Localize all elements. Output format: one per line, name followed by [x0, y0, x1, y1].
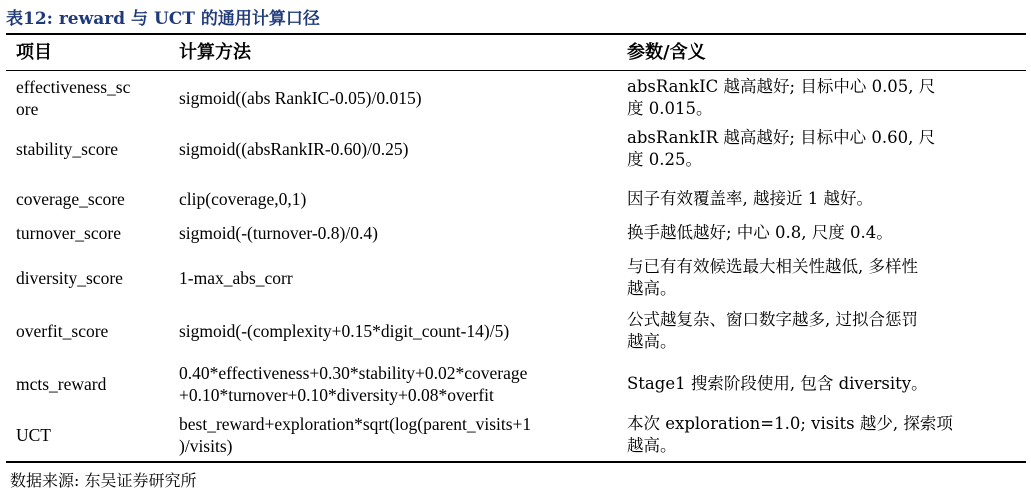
table-row: [0, 183, 1031, 215]
item-cell: effectiveness_sc ore: [16, 77, 131, 119]
item-cell: stability_score: [16, 139, 119, 159]
method-cell: 1-max_abs_corr: [179, 268, 293, 288]
method-cell: best_reward+exploration*sqrt(log(parent_visits+1 )/visits): [179, 414, 532, 456]
table-row: [0, 124, 1031, 174]
header-method: 计算方法: [179, 42, 251, 63]
meaning-cell: 因子有效覆盖率, 越接近 1 越好。: [627, 189, 873, 208]
table-row: [0, 410, 1031, 460]
meaning-cell: absRankIC 越高越好; 目标中心 0.05, 尺 度 0.015。: [627, 77, 936, 118]
top-rule: [6, 33, 1026, 35]
table-row: [0, 253, 1031, 303]
method-cell: sigmoid((abs RankIC-0.05)/0.015): [179, 88, 422, 108]
table-row: [0, 217, 1031, 249]
meaning-cell: 换手越低越好; 中心 0.8, 尺度 0.4。: [627, 223, 893, 242]
method-cell: sigmoid(-(complexity+0.15*digit_count-14)/5): [179, 321, 510, 341]
item-cell: UCT: [16, 425, 51, 445]
method-cell: 0.40*effectiveness+0.30*stability+0.02*coverage +0.10*turnover+0.10*diversity+0.08*overfit: [179, 363, 528, 405]
table-caption: 表12: reward 与 UCT 的通用计算口径: [6, 9, 320, 29]
meaning-cell: Stage1 搜索阶段使用, 包含 diversity。: [627, 374, 928, 393]
meaning-cell: 本次 exploration=1.0; visits 越少, 探索项 越高。: [627, 414, 953, 455]
meaning-cell: absRankIR 越高越好; 目标中心 0.60, 尺 度 0.25。: [627, 128, 936, 169]
method-cell: sigmoid((absRankIR-0.60)/0.25): [179, 139, 409, 159]
bottom-rule: [6, 461, 1026, 463]
header-meaning: 参数/含义: [627, 42, 706, 63]
method-cell: sigmoid(-(turnover-0.8)/0.4): [179, 223, 378, 243]
method-cell: clip(coverage,0,1): [179, 189, 307, 209]
item-cell: coverage_score: [16, 189, 125, 209]
item-cell: mcts_reward: [16, 374, 107, 394]
header-item: 项目: [16, 42, 52, 63]
item-cell: overfit_score: [16, 321, 109, 341]
table-row: [0, 359, 1031, 409]
table-row: [0, 73, 1031, 123]
table-row: [0, 306, 1031, 356]
item-cell: diversity_score: [16, 268, 123, 288]
meaning-cell: 与已有有效候选最大相关性越低, 多样性 越高。: [627, 257, 918, 298]
source-note: 数据来源: 东吴证券研究所: [10, 471, 197, 490]
header-rule: [6, 70, 1026, 71]
meaning-cell: 公式越复杂、窗口数字越多, 过拟合惩罚 越高。: [627, 310, 918, 351]
item-cell: turnover_score: [16, 223, 121, 243]
